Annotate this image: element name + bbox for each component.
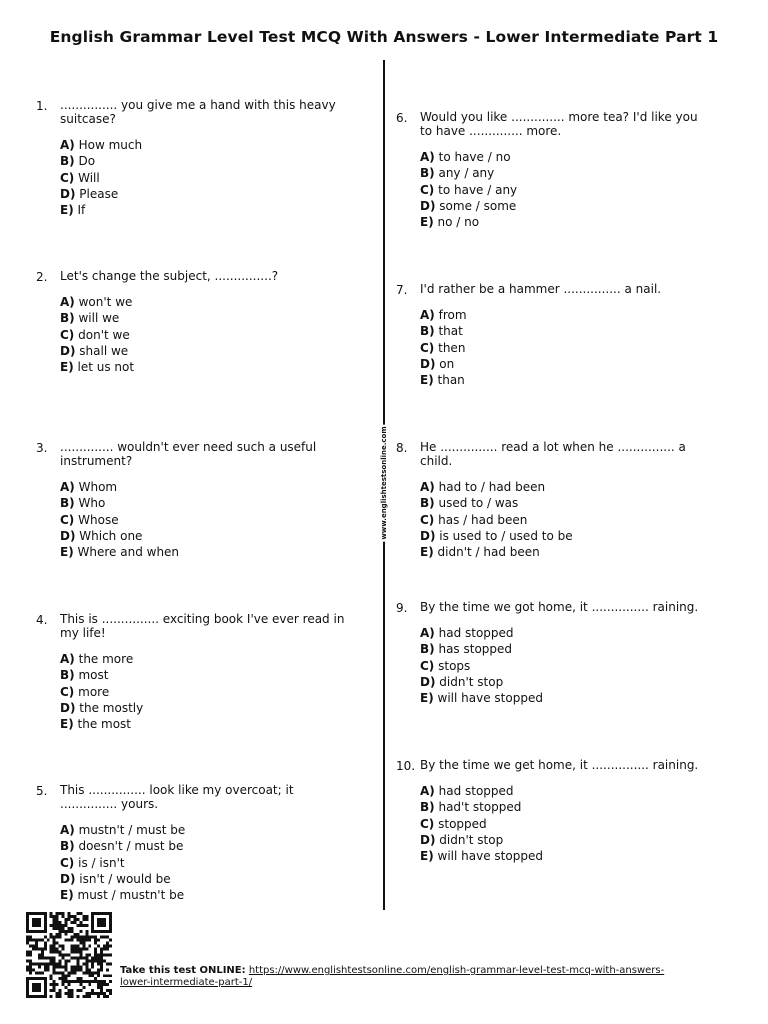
answer-option [420,641,706,657]
question-stem: .............. wouldn't ever need such a useful instrument? [60,440,317,468]
option-letter: D) [60,871,76,886]
answer-options [60,479,346,560]
answer-option [60,495,346,511]
option-letter: B) [60,154,75,169]
option-letter: A) [60,480,75,494]
answer-option [60,202,346,218]
question-8 [396,440,706,560]
option-letter: A) [420,784,435,798]
option-text: the mostly [79,700,144,715]
option-text: had stopped [438,784,514,798]
option-text: Please [79,186,119,201]
option-letter: B) [420,324,435,339]
option-text: is / isn't [78,855,125,870]
answer-option [420,165,706,181]
option-text: stops [438,658,471,673]
question-stem: I'd rather be a hammer ............... a nail. [420,282,662,296]
answer-option [420,658,706,674]
option-text: to have / no [438,150,511,164]
question-5 [36,783,346,903]
option-letter: D) [420,674,436,689]
answer-option [60,651,346,667]
option-letter: E) [60,203,74,218]
answer-option [60,512,346,528]
option-text: to have / any [438,182,518,197]
page-title: English Grammar Level Test MCQ With Answers - Lower Intermediate Part 1 [49,28,719,46]
option-letter: D) [60,186,76,201]
option-text: Whom [78,480,118,494]
option-letter: D) [420,356,436,371]
question-number: 8. [396,441,408,455]
option-text: isn't / would be [79,871,171,886]
option-letter: E) [420,373,434,388]
answer-options [420,307,706,388]
option-letter: B) [60,496,75,511]
question-number: 2. [36,270,48,284]
question-number: 10. [396,759,416,773]
option-letter: A) [60,295,75,309]
option-text: How much [78,138,143,152]
option-text: that [438,324,463,339]
answer-option [420,323,706,339]
option-letter: D) [60,700,76,715]
option-text: on [439,356,455,371]
question-7 [396,282,706,388]
answer-options [60,294,346,375]
question-stem: By the time we get home, it ............... raining. [420,758,699,772]
question-stem: This is ............... exciting book I've ever read in my life! [60,612,345,640]
question-stem: Let's change the subject, ...............? [60,269,279,283]
option-letter: A) [420,626,435,640]
option-text: will have stopped [437,691,543,706]
option-letter: D) [420,198,436,213]
option-letter: E) [60,545,74,560]
option-text: more [78,684,110,699]
answer-option [420,832,706,848]
option-text: used to / was [438,496,519,511]
option-text: shall we [79,343,129,358]
question-number: 9. [396,601,408,615]
option-text: the more [78,652,134,666]
option-text: any / any [438,166,495,181]
answer-option [60,137,346,153]
option-letter: C) [420,340,435,355]
answer-option [420,479,706,495]
question-stem: By the time we got home, it ............... raining. [420,600,699,614]
option-letter: E) [60,360,74,375]
question-6 [396,110,706,230]
option-letter: C) [60,855,75,870]
option-text: didn't / had been [437,545,540,560]
option-text: the most [77,717,132,732]
answer-options [60,651,346,732]
answer-option [420,495,706,511]
answer-option [60,838,346,854]
question-stem: He ............... read a lot when he ............... a child. [420,440,686,468]
question-stem: ............... you give me a hand with this heavy suitcase? [60,98,336,126]
option-letter: D) [420,528,436,543]
answer-options [60,822,346,903]
answer-option [60,871,346,887]
option-text: doesn't / must be [78,839,184,854]
option-letter: E) [60,717,74,732]
option-letter: A) [60,138,75,152]
option-text: is used to / used to be [439,528,573,543]
answer-option [420,816,706,832]
option-text: didn't stop [439,674,504,689]
question-2 [36,269,346,375]
option-text: Will [78,170,100,185]
answer-options [60,137,346,218]
answer-option [60,343,346,359]
answer-option [420,372,706,388]
option-letter: B) [420,800,435,815]
option-letter: C) [420,512,435,527]
option-letter: E) [420,849,434,864]
question-number: 3. [36,441,48,455]
option-text: Which one [79,528,143,543]
option-letter: E) [60,888,74,903]
question-stem: This ............... look like my overcoat; it ............... yours. [60,783,294,811]
option-text: Whose [78,512,119,527]
question-stem: Would you like .............. more tea? I'd like you to have .............. more. [420,110,698,138]
answer-option [420,340,706,356]
answer-option [60,153,346,169]
option-letter: A) [420,308,435,322]
question-10 [396,758,706,864]
option-text: Where and when [77,545,180,560]
option-letter: D) [60,528,76,543]
answer-option [60,887,346,903]
answer-option [60,700,346,716]
question-4 [36,612,346,732]
option-text: had to / had been [438,480,546,494]
option-text: won't we [78,295,133,309]
option-text: stopped [438,816,487,831]
question-number: 4. [36,613,48,627]
answer-option [420,528,706,544]
answer-options [420,783,706,864]
option-letter: B) [60,311,75,326]
answer-options [420,149,706,230]
option-text: has stopped [438,642,513,657]
option-letter: A) [60,652,75,666]
option-letter: C) [420,182,435,197]
option-letter: B) [420,166,435,181]
answer-option [420,182,706,198]
option-letter: E) [420,691,434,706]
option-text: has / had been [438,512,528,527]
answer-options [420,479,706,560]
option-text: no / no [437,215,480,230]
question-number: 7. [396,283,408,297]
answer-option [60,479,346,495]
option-letter: D) [420,832,436,847]
option-letter: B) [60,839,75,854]
answer-option [60,544,346,560]
option-text: will we [78,311,120,326]
answer-options [420,625,706,706]
answer-option [420,783,706,799]
answer-option [420,674,706,690]
test-online-link[interactable]: https://www.englishtestsonline.com/english-grammar-level-test-mcq-with-answers-lower-intermediate-part-1/ [120,965,665,988]
option-letter: A) [60,823,75,837]
question-number: 1. [36,99,48,113]
option-letter: C) [420,816,435,831]
answer-option [420,512,706,528]
qr-code-icon [24,912,114,998]
option-letter: D) [60,343,76,358]
option-text: Who [78,496,106,511]
answer-option [420,214,706,230]
answer-option [60,310,346,326]
answer-option [60,294,346,310]
option-letter: C) [420,658,435,673]
option-text: mustn't / must be [78,823,186,837]
question-1 [36,98,346,218]
option-letter: E) [420,545,434,560]
option-text: Do [78,154,96,169]
option-letter: A) [420,150,435,164]
option-text: let us not [77,360,135,375]
option-text: then [438,340,466,355]
answer-option [60,855,346,871]
option-letter: E) [420,215,434,230]
option-text: from [438,308,467,322]
option-text: than [437,373,465,388]
option-text: some / some [439,198,517,213]
answer-option [420,149,706,165]
option-text: had't stopped [438,800,522,815]
option-text: will have stopped [437,849,543,864]
option-text: don't we [78,327,130,342]
option-letter: C) [60,684,75,699]
answer-option [420,690,706,706]
option-letter: C) [60,512,75,527]
answer-option [60,327,346,343]
footer-label: Take this test ONLINE: [120,965,246,976]
option-letter: C) [60,170,75,185]
option-text: had stopped [438,626,514,640]
question-number: 5. [36,784,48,798]
answer-option [420,848,706,864]
question-9 [396,600,706,706]
footer [120,965,680,989]
answer-option [420,307,706,323]
question-number: 6. [396,111,408,125]
answer-option [60,170,346,186]
answer-option [60,359,346,375]
answer-option [420,799,706,815]
option-text: didn't stop [439,832,504,847]
answer-option [60,684,346,700]
answer-option [420,356,706,372]
answer-option [420,198,706,214]
answer-option [420,625,706,641]
option-text: If [77,203,86,218]
answer-option [60,667,346,683]
option-text: most [78,668,109,683]
option-letter: B) [420,496,435,511]
question-3 [36,440,346,560]
option-text: must / mustn't be [77,888,185,903]
side-url-text: www.englishtestsonline.com [380,426,388,540]
answer-option [60,528,346,544]
answer-option [60,716,346,732]
option-letter: B) [420,642,435,657]
option-letter: A) [420,480,435,494]
answer-option [60,186,346,202]
answer-option [420,544,706,560]
option-letter: C) [60,327,75,342]
option-letter: B) [60,668,75,683]
answer-option [60,822,346,838]
